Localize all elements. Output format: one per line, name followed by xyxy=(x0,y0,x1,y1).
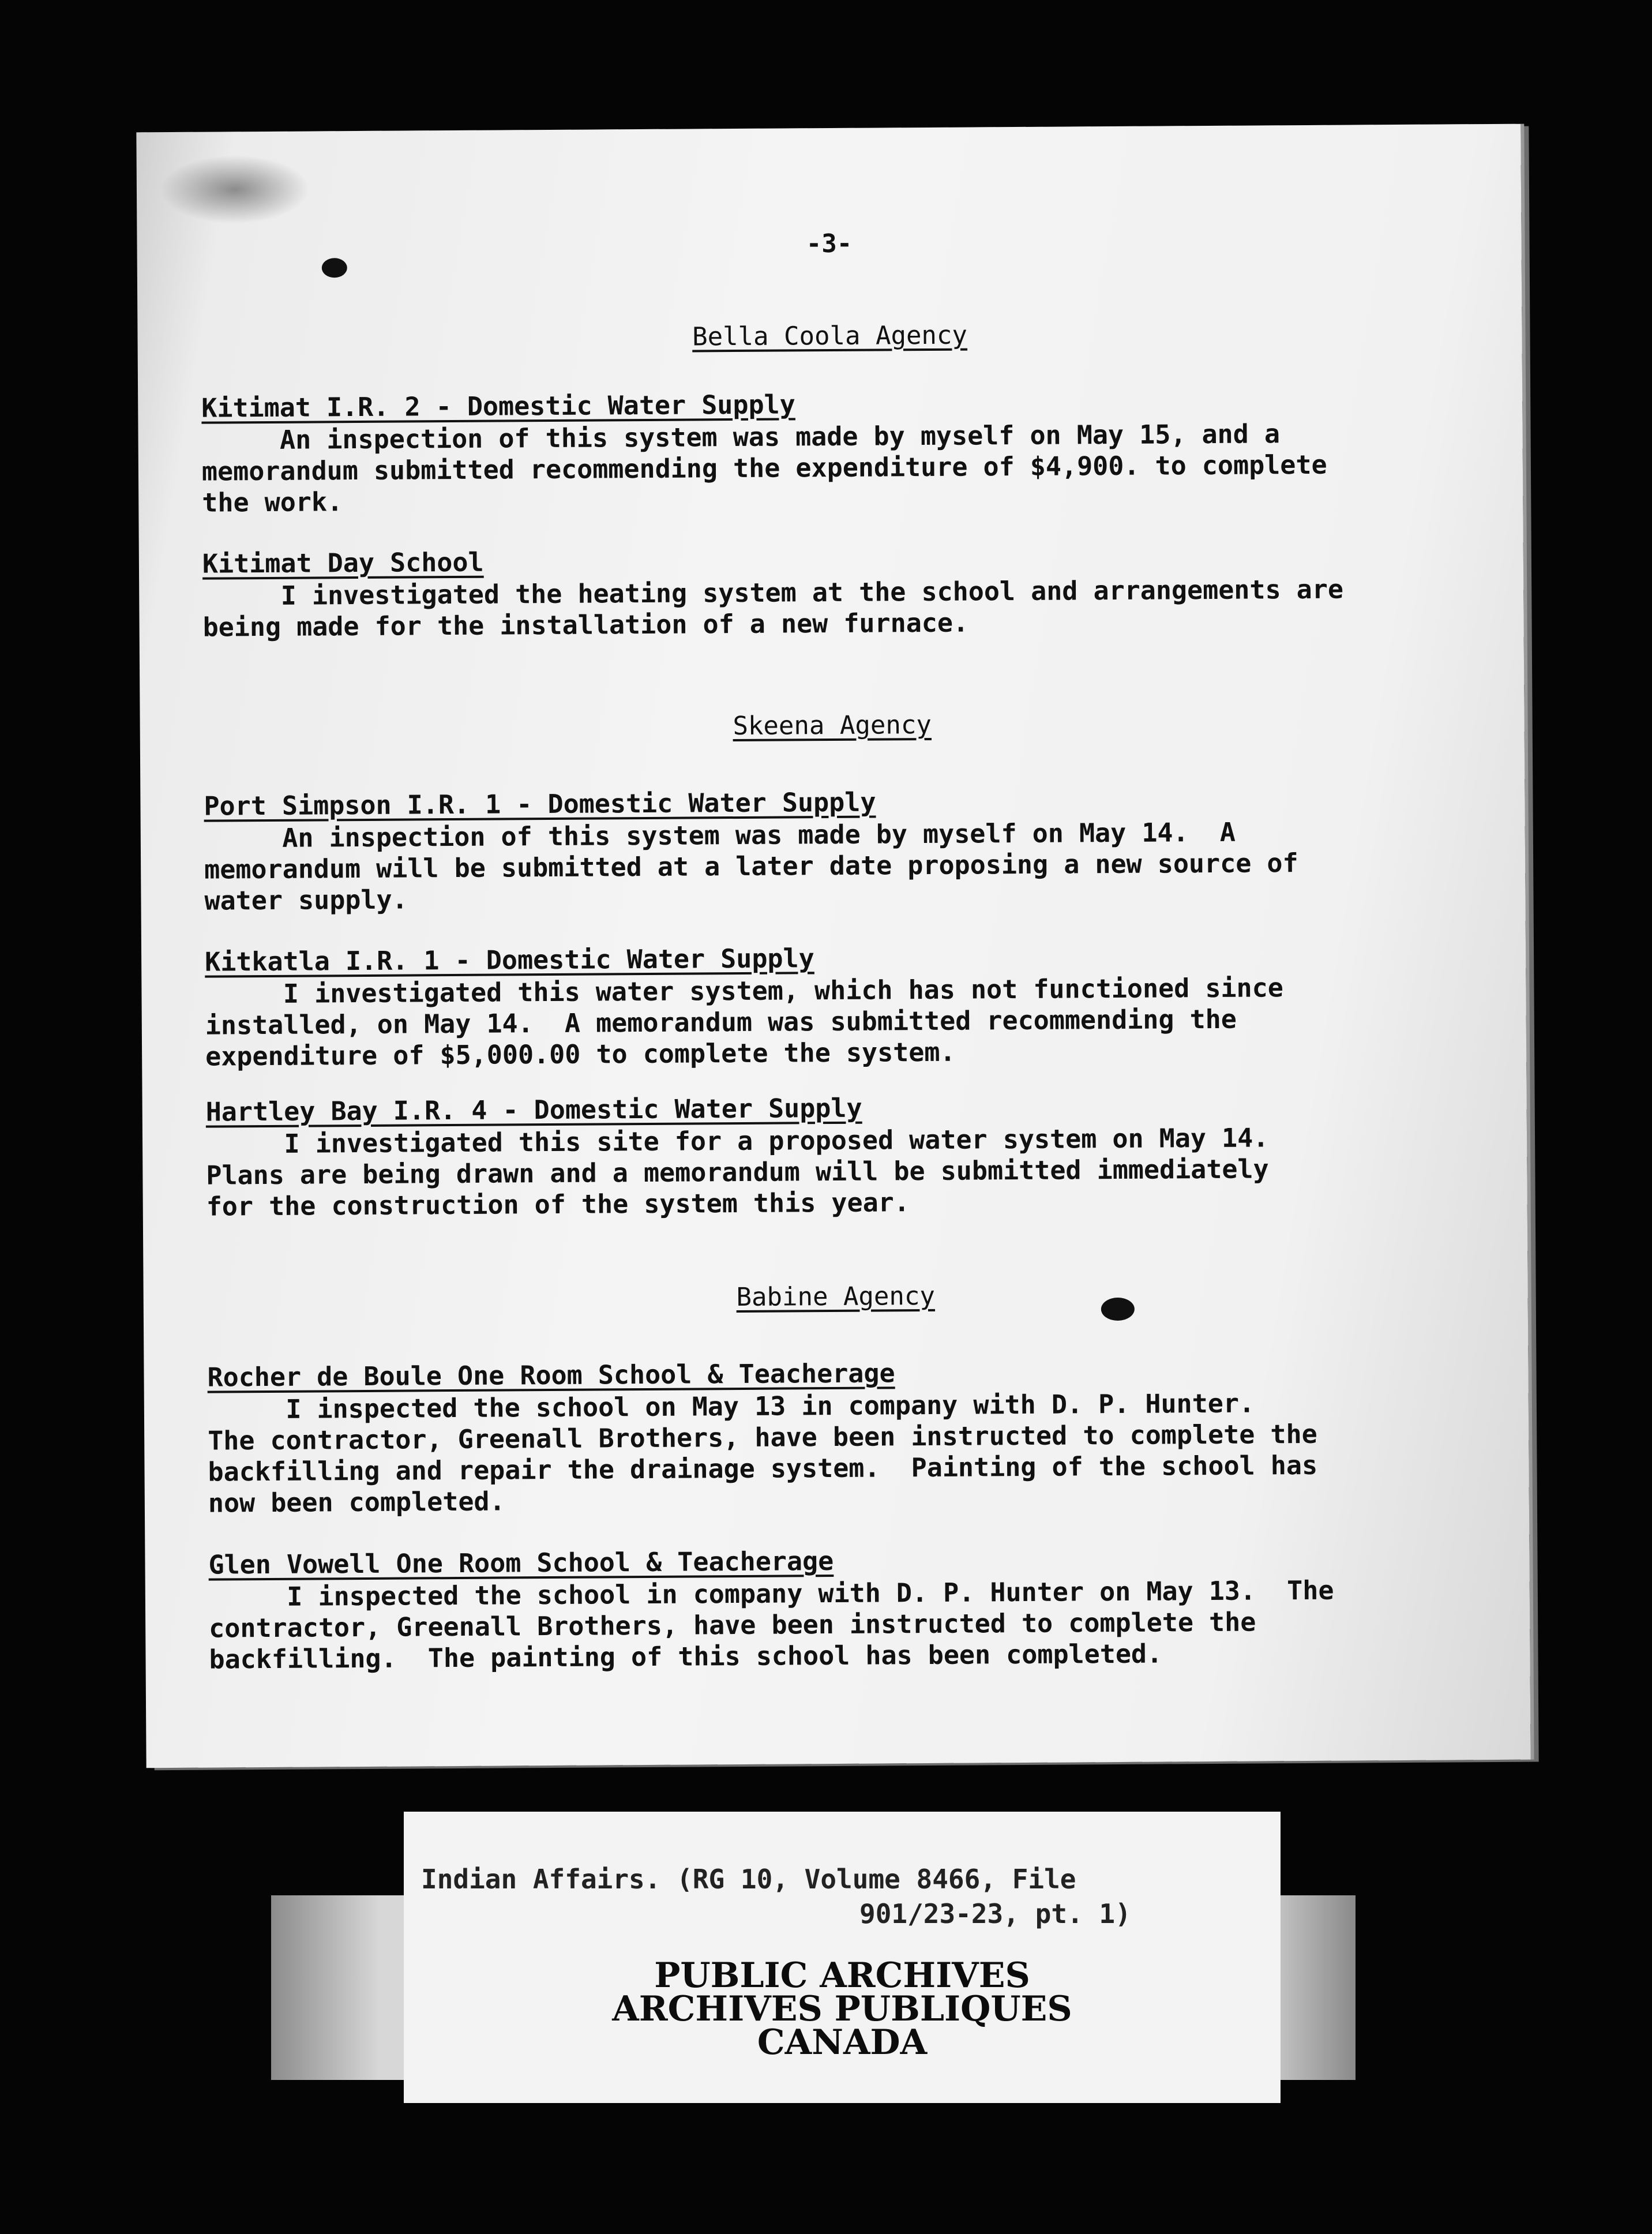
agency-heading xyxy=(137,317,1522,355)
archives-stamp xyxy=(404,1955,1281,2063)
report-entry xyxy=(202,539,1472,643)
entry-title: Rocher de Boule One Room School & Teacherage xyxy=(207,1358,895,1393)
entry-title: Hartley Bay I.R. 4 - Domestic Water Supply xyxy=(205,1092,862,1127)
entry-title: Port Simpson I.R. 1 - Domestic Water Supply xyxy=(204,786,876,822)
report-entry xyxy=(207,1353,1477,1519)
agency-heading-text: Skeena Agency xyxy=(733,710,932,741)
report-entry xyxy=(204,782,1473,916)
report-entry xyxy=(206,1088,1475,1222)
entry-title: Glen Vowell One Room School & Teacherage xyxy=(208,1546,834,1580)
report-entry xyxy=(205,938,1474,1072)
agency-heading-text: Babine Agency xyxy=(736,1281,936,1313)
entry-title: Kitkatla I.R. 1 - Domestic Water Supply xyxy=(204,943,814,977)
typed-letter xyxy=(136,124,1530,1768)
agency-heading xyxy=(144,1278,1528,1316)
entry-body: An inspection of this system was made by myself on May 14. A memorandum will be submitted at a later date proposing a new source of water supply. xyxy=(204,816,1298,916)
citation-card xyxy=(404,1812,1281,2103)
entry-body: I investigated the heating system at the school and arrangements are being made for the installation of a new furnace. xyxy=(202,574,1344,643)
entry-body: I investigated this site for a proposed water system on May 14. Plans are being drawn and a memorandum will be submitted immediately for the construction of the system this year. xyxy=(205,1122,1269,1222)
agency-heading-text: Bella Coola Agency xyxy=(692,320,968,352)
report-entry xyxy=(201,384,1471,518)
page-number: -3- xyxy=(806,228,853,259)
stamp-line: CANADA xyxy=(757,2022,928,2063)
entry-title: Kitimat Day School xyxy=(202,546,484,579)
agency-heading xyxy=(140,707,1525,745)
citation-line: Indian Affairs. (RG 10, Volume 8466, File xyxy=(421,1864,1076,1895)
citation-line: 901/23-23, pt. 1) xyxy=(859,1898,1131,1929)
stamp-line: PUBLIC ARCHIVES xyxy=(654,1955,1030,1996)
document-page xyxy=(136,124,1530,1768)
entry-body: I inspected the school in company with D. P. Hunter on May 13. The contractor, Greenall Brothers, have been instructed to complete the backfilling. The painting of this school has been completed. xyxy=(208,1575,1334,1675)
stamp-line: ARCHIVES PUBLIQUES xyxy=(612,1989,1072,2029)
entry-body: I investigated this water system, which has not functioned since installed, on May 14. A memorandum was submitted recommending the expenditure of $5,000.00 to complete the system. xyxy=(205,972,1283,1072)
entry-body: An inspection of this system was made by myself on May 15, and a memorandum submitted recommending the expenditure of $4,900. to complete the work. xyxy=(201,418,1327,518)
report-entry xyxy=(208,1540,1478,1675)
entry-body: I inspected the school on May 13 in company with D. P. Hunter. The contractor, Greenall Brothers, have been instructed to complete the backfilling and repair the drainage system. Painting of the school has now been completed. xyxy=(207,1388,1318,1519)
entry-title: Kitimat I.R. 2 - Domestic Water Supply xyxy=(201,389,795,423)
